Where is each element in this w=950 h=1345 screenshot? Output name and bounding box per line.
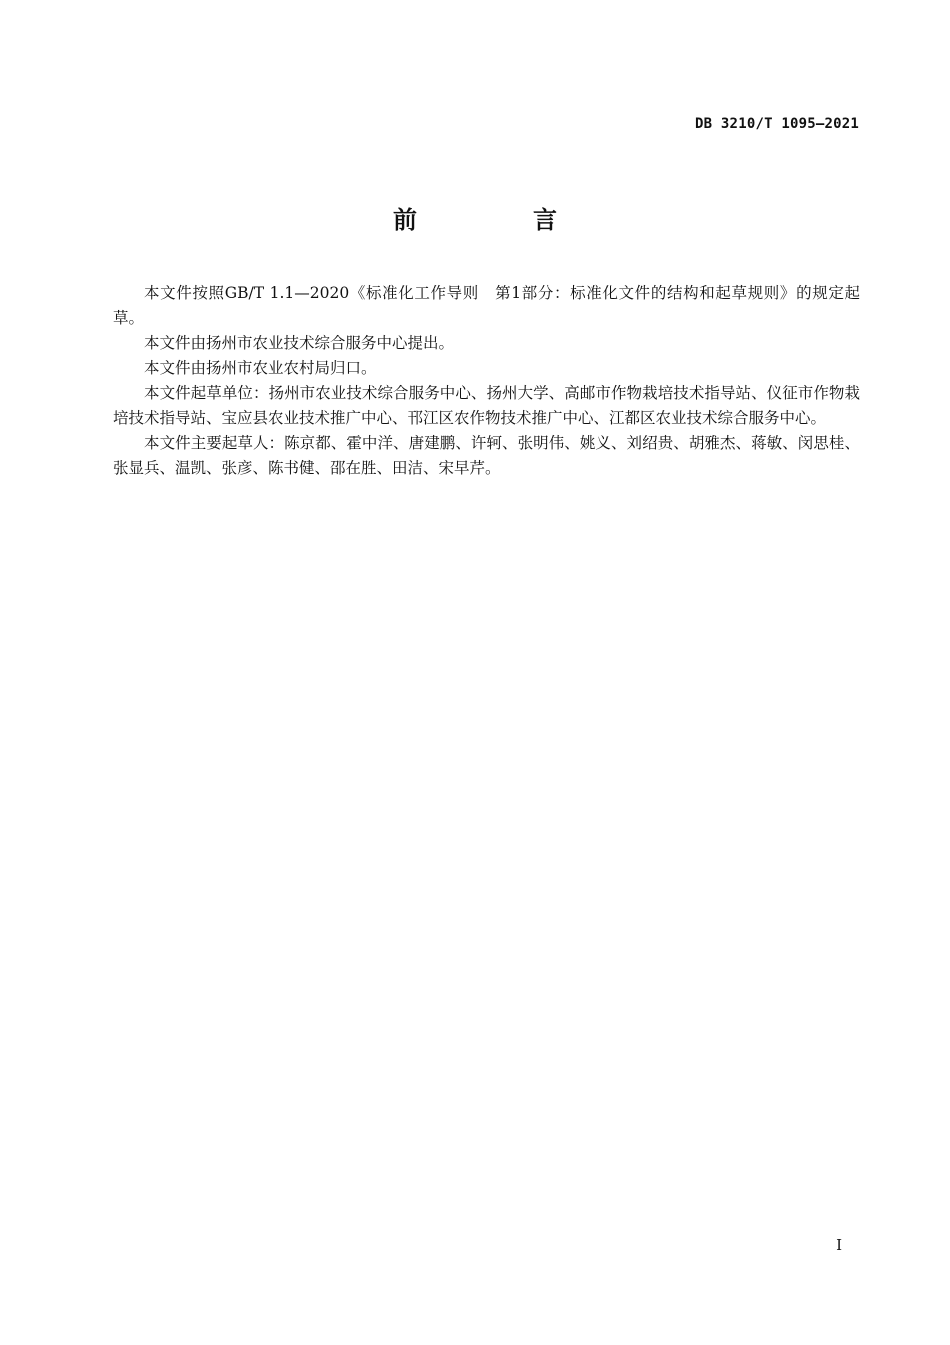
document-code: DB 3210/T 1095—2021 bbox=[695, 116, 859, 132]
paragraph-drafting-rules: 本文件按照GB/T 1.1—2020《标准化工作导则 第1部分：标准化文件的结构和起草规则》的规定起草。 bbox=[113, 284, 860, 327]
page-title: 前 言 bbox=[393, 206, 603, 234]
paragraph-drafting-units: 本文件起草单位：扬州市农业技术综合服务中心、扬州大学、高邮市作物栽培技术指导站、仪征市作物栽培技术指导站、宝应县农业技术推广中心、邗江区农作物技术推广中心、江都区农业技术综合服务中心。 bbox=[113, 384, 860, 427]
page-number: I bbox=[836, 1236, 842, 1254]
paragraph-drafters: 本文件主要起草人：陈京都、霍中洋、唐建鹏、许轲、张明伟、姚义、刘绍贵、胡雅杰、蒋敏、闵思桂、张显兵、温凯、张彦、陈书健、邵在胜、田洁、宋早芹。 bbox=[113, 434, 860, 477]
paragraph-proposer: 本文件由扬州市农业技术综合服务中心提出。 bbox=[144, 334, 455, 352]
foreword-body bbox=[113, 281, 860, 481]
paragraph-administrator: 本文件由扬州市农业农村局归口。 bbox=[144, 359, 377, 377]
